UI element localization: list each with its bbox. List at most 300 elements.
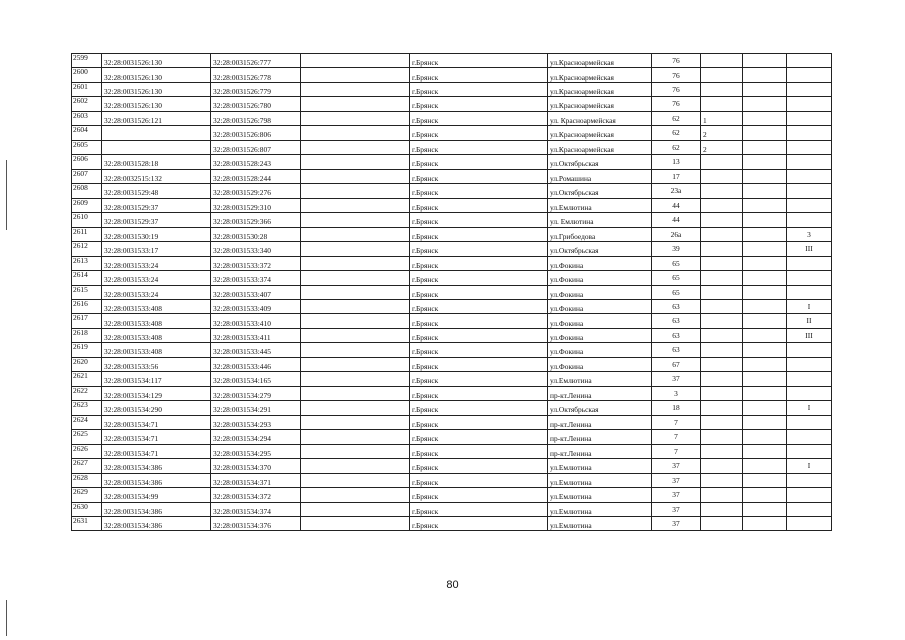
table-row [72, 430, 832, 444]
room-cell [787, 343, 832, 357]
row-number-cell: 2625 [72, 430, 102, 444]
room-cell [787, 256, 832, 270]
room-cell [787, 213, 832, 227]
house-number-cell: 76 [652, 54, 701, 68]
city-cell: г.Брянск [410, 473, 548, 487]
table-row [72, 328, 832, 342]
cadastral-number-cell: 32:28:0031534:295 [211, 444, 301, 458]
house-number-cell: 63 [652, 343, 701, 357]
cadastral-number-cell: 32:28:0031533:407 [211, 285, 301, 299]
cadastral-number-cell: 32:28:0031529:276 [211, 184, 301, 198]
room-cell [787, 517, 832, 531]
apartment-cell: 2 [701, 126, 743, 140]
room-cell [787, 415, 832, 429]
house-number-cell: 76 [652, 82, 701, 96]
room-cell [787, 82, 832, 96]
street-cell: ул.Красноармейская [548, 54, 652, 68]
apartment-cell [701, 155, 743, 169]
city-cell: г.Брянск [410, 198, 548, 212]
room-cell [787, 430, 832, 444]
row-number-cell: 2612 [72, 242, 102, 256]
empty-cell [743, 256, 787, 270]
street-cell: пр-кт.Ленина [548, 430, 652, 444]
parent-cadastral-number-cell: 32:28:0031534:386 [102, 517, 211, 531]
house-number-cell: 63 [652, 299, 701, 313]
row-number-cell: 2630 [72, 502, 102, 516]
empty-cell [301, 213, 410, 227]
house-number-cell: 37 [652, 372, 701, 386]
empty-cell [743, 372, 787, 386]
cadastral-number-cell: 32:28:0031534:372 [211, 488, 301, 502]
cadastral-number-cell: 32:28:0031526:779 [211, 82, 301, 96]
table-row [72, 155, 832, 169]
cadastral-number-cell: 32:28:0031529:310 [211, 198, 301, 212]
apartment-cell [701, 97, 743, 111]
row-number-cell: 2622 [72, 386, 102, 400]
scan-edge-mark [6, 160, 7, 230]
apartment-cell [701, 517, 743, 531]
empty-cell [301, 68, 410, 82]
room-cell [787, 271, 832, 285]
table-row [72, 444, 832, 458]
parent-cadastral-number-cell: 32:28:0031526:130 [102, 97, 211, 111]
empty-cell [743, 299, 787, 313]
house-number-cell: 44 [652, 198, 701, 212]
empty-cell [301, 285, 410, 299]
row-number-cell: 2615 [72, 285, 102, 299]
street-cell: ул.Емлютина [548, 372, 652, 386]
room-cell [787, 488, 832, 502]
apartment-cell [701, 401, 743, 415]
table-row [72, 357, 832, 371]
row-number-cell: 2618 [72, 328, 102, 342]
city-cell: г.Брянск [410, 169, 548, 183]
street-cell: ул.Октябрьская [548, 155, 652, 169]
house-number-cell: 67 [652, 357, 701, 371]
empty-cell [301, 82, 410, 96]
apartment-cell [701, 343, 743, 357]
city-cell: г.Брянск [410, 54, 548, 68]
row-number-cell: 2611 [72, 227, 102, 241]
parent-cadastral-number-cell: 32:28:0031533:56 [102, 357, 211, 371]
room-cell [787, 68, 832, 82]
parent-cadastral-number-cell: 32:28:0031534:71 [102, 444, 211, 458]
parent-cadastral-number-cell: 32:28:0031534:117 [102, 372, 211, 386]
empty-cell [743, 517, 787, 531]
table-row [72, 415, 832, 429]
city-cell: г.Брянск [410, 256, 548, 270]
row-number-cell: 2620 [72, 357, 102, 371]
empty-cell [301, 140, 410, 154]
apartment-cell [701, 213, 743, 227]
street-cell: ул.Красноармейская [548, 68, 652, 82]
street-cell: ул.Фокина [548, 328, 652, 342]
table-row [72, 242, 832, 256]
registry-table [71, 53, 832, 531]
room-cell [787, 140, 832, 154]
house-number-cell: 44 [652, 213, 701, 227]
cadastral-number-cell: 32:28:0031526:780 [211, 97, 301, 111]
row-number-cell: 2623 [72, 401, 102, 415]
room-cell [787, 473, 832, 487]
street-cell: ул.Красноармейская [548, 97, 652, 111]
empty-cell [301, 415, 410, 429]
city-cell: г.Брянск [410, 299, 548, 313]
city-cell: г.Брянск [410, 488, 548, 502]
parent-cadastral-number-cell: 32:28:0031534:290 [102, 401, 211, 415]
scan-edge-mark [6, 600, 7, 636]
street-cell: ул.Емлютина [548, 473, 652, 487]
apartment-cell [701, 256, 743, 270]
table-row [72, 169, 832, 183]
empty-cell [301, 169, 410, 183]
table-row [72, 111, 832, 125]
empty-cell [301, 111, 410, 125]
room-cell [787, 184, 832, 198]
row-number-cell: 2613 [72, 256, 102, 270]
apartment-cell [701, 328, 743, 342]
parent-cadastral-number-cell: 32:28:0031534:99 [102, 488, 211, 502]
house-number-cell: 62 [652, 111, 701, 125]
apartment-cell [701, 488, 743, 502]
empty-cell [301, 343, 410, 357]
empty-cell [301, 314, 410, 328]
parent-cadastral-number-cell: 32:28:0031534:71 [102, 430, 211, 444]
street-cell: ул.Грибоедова [548, 227, 652, 241]
table-row [72, 488, 832, 502]
empty-cell [743, 401, 787, 415]
parent-cadastral-number-cell: 32:28:0031534:71 [102, 415, 211, 429]
cadastral-number-cell: 32:28:0031533:340 [211, 242, 301, 256]
city-cell: г.Брянск [410, 97, 548, 111]
city-cell: г.Брянск [410, 184, 548, 198]
city-cell: г.Брянск [410, 444, 548, 458]
room-cell [787, 97, 832, 111]
empty-cell [743, 473, 787, 487]
row-number-cell: 2603 [72, 111, 102, 125]
empty-cell [301, 473, 410, 487]
cadastral-number-cell: 32:28:0031534:165 [211, 372, 301, 386]
empty-cell [743, 155, 787, 169]
house-number-cell: 13 [652, 155, 701, 169]
city-cell: г.Брянск [410, 386, 548, 400]
empty-cell [743, 227, 787, 241]
apartment-cell [701, 227, 743, 241]
parent-cadastral-number-cell: 32:28:0031529:37 [102, 198, 211, 212]
room-cell [787, 111, 832, 125]
city-cell: г.Брянск [410, 517, 548, 531]
city-cell: г.Брянск [410, 357, 548, 371]
empty-cell [743, 242, 787, 256]
cadastral-number-cell: 32:28:0031528:244 [211, 169, 301, 183]
street-cell: пр-кт.Ленина [548, 415, 652, 429]
house-number-cell: 7 [652, 415, 701, 429]
empty-cell [743, 285, 787, 299]
city-cell: г.Брянск [410, 227, 548, 241]
cadastral-number-cell: 32:28:0031534:374 [211, 502, 301, 516]
apartment-cell: 1 [701, 111, 743, 125]
cadastral-number-cell: 32:28:0031534:376 [211, 517, 301, 531]
table-row [72, 473, 832, 487]
cadastral-number-cell: 32:28:0031526:778 [211, 68, 301, 82]
cadastral-number-cell: 32:28:0031533:409 [211, 299, 301, 313]
table-row [72, 213, 832, 227]
cadastral-number-cell: 32:28:0031534:294 [211, 430, 301, 444]
empty-cell [743, 502, 787, 516]
empty-cell [743, 386, 787, 400]
empty-cell [743, 169, 787, 183]
table-row [72, 502, 832, 516]
parent-cadastral-number-cell: 32:28:0031533:24 [102, 285, 211, 299]
street-cell: ул. Красноармейская [548, 111, 652, 125]
room-cell [787, 155, 832, 169]
parent-cadastral-number-cell: 32:28:0031533:24 [102, 271, 211, 285]
table-row [72, 401, 832, 415]
house-number-cell: 7 [652, 444, 701, 458]
parent-cadastral-number-cell: 32:28:0031526:130 [102, 54, 211, 68]
cadastral-number-cell: 32:28:0031534:293 [211, 415, 301, 429]
house-number-cell: 26а [652, 227, 701, 241]
apartment-cell [701, 242, 743, 256]
street-cell: ул.Фокина [548, 285, 652, 299]
empty-cell [301, 502, 410, 516]
row-number-cell: 2617 [72, 314, 102, 328]
street-cell: ул.Красноармейская [548, 126, 652, 140]
registry-table-body [72, 54, 832, 531]
empty-cell [743, 213, 787, 227]
room-cell: I [787, 299, 832, 313]
apartment-cell [701, 169, 743, 183]
house-number-cell: 76 [652, 68, 701, 82]
empty-cell [301, 372, 410, 386]
room-cell [787, 444, 832, 458]
empty-cell [301, 198, 410, 212]
row-number-cell: 2608 [72, 184, 102, 198]
table-row [72, 517, 832, 531]
row-number-cell: 2602 [72, 97, 102, 111]
street-cell: ул.Фокина [548, 271, 652, 285]
room-cell: II [787, 314, 832, 328]
house-number-cell: 39 [652, 242, 701, 256]
parent-cadastral-number-cell: 32:28:0031530:19 [102, 227, 211, 241]
table-row [72, 54, 832, 68]
apartment-cell [701, 372, 743, 386]
city-cell: г.Брянск [410, 285, 548, 299]
cadastral-number-cell: 32:28:0031528:243 [211, 155, 301, 169]
table-row [72, 459, 832, 473]
parent-cadastral-number-cell: 32:28:0031533:24 [102, 256, 211, 270]
room-cell [787, 285, 832, 299]
table-row [72, 198, 832, 212]
cadastral-number-cell: 32:28:0031530:28 [211, 227, 301, 241]
row-number-cell: 2614 [72, 271, 102, 285]
parent-cadastral-number-cell [102, 140, 211, 154]
cadastral-number-cell: 32:28:0031529:366 [211, 213, 301, 227]
empty-cell [301, 155, 410, 169]
cadastral-number-cell: 32:28:0031526:777 [211, 54, 301, 68]
empty-cell [743, 97, 787, 111]
apartment-cell [701, 271, 743, 285]
parent-cadastral-number-cell: 32:28:0031533:17 [102, 242, 211, 256]
street-cell: ул.Фокина [548, 299, 652, 313]
empty-cell [301, 242, 410, 256]
cadastral-number-cell: 32:28:0031533:410 [211, 314, 301, 328]
street-cell: ул.Емлютина [548, 517, 652, 531]
apartment-cell [701, 54, 743, 68]
empty-cell [301, 444, 410, 458]
empty-cell [743, 357, 787, 371]
city-cell: г.Брянск [410, 213, 548, 227]
empty-cell [301, 488, 410, 502]
table-row [72, 256, 832, 270]
house-number-cell: 3 [652, 386, 701, 400]
empty-cell [301, 401, 410, 415]
empty-cell [743, 328, 787, 342]
cadastral-number-cell: 32:28:0031534:291 [211, 401, 301, 415]
empty-cell [301, 517, 410, 531]
apartment-cell [701, 184, 743, 198]
row-number-cell: 2600 [72, 68, 102, 82]
street-cell: ул.Октябрьская [548, 184, 652, 198]
city-cell: г.Брянск [410, 372, 548, 386]
parent-cadastral-number-cell: 32:28:0031526:130 [102, 68, 211, 82]
house-number-cell: 76 [652, 97, 701, 111]
apartment-cell [701, 198, 743, 212]
parent-cadastral-number-cell: 32:28:0031533:408 [102, 328, 211, 342]
empty-cell [743, 271, 787, 285]
table-row [72, 140, 832, 154]
parent-cadastral-number-cell: 32:28:0031534:129 [102, 386, 211, 400]
row-number-cell: 2626 [72, 444, 102, 458]
cadastral-number-cell: 32:28:0031534:279 [211, 386, 301, 400]
cadastral-number-cell: 32:28:0031534:371 [211, 473, 301, 487]
room-cell [787, 386, 832, 400]
room-cell: I [787, 401, 832, 415]
empty-cell [301, 97, 410, 111]
city-cell: г.Брянск [410, 68, 548, 82]
row-number-cell: 2627 [72, 459, 102, 473]
city-cell: г.Брянск [410, 328, 548, 342]
cadastral-number-cell: 32:28:0031526:798 [211, 111, 301, 125]
cadastral-number-cell: 32:28:0031533:374 [211, 271, 301, 285]
row-number-cell: 2629 [72, 488, 102, 502]
cadastral-number-cell: 32:28:0031533:445 [211, 343, 301, 357]
street-cell: ул.Октябрьская [548, 242, 652, 256]
city-cell: г.Брянск [410, 111, 548, 125]
empty-cell [301, 386, 410, 400]
row-number-cell: 2606 [72, 155, 102, 169]
page-number: 80 [446, 579, 459, 591]
empty-cell [301, 430, 410, 444]
street-cell: ул.Красноармейская [548, 140, 652, 154]
room-cell [787, 372, 832, 386]
empty-cell [301, 299, 410, 313]
empty-cell [301, 357, 410, 371]
empty-cell [743, 198, 787, 212]
house-number-cell: 37 [652, 473, 701, 487]
house-number-cell: 23а [652, 184, 701, 198]
city-cell: г.Брянск [410, 415, 548, 429]
room-cell [787, 198, 832, 212]
house-number-cell: 62 [652, 126, 701, 140]
parent-cadastral-number-cell: 32:28:0031529:48 [102, 184, 211, 198]
cadastral-number-cell: 32:28:0031526:806 [211, 126, 301, 140]
house-number-cell: 65 [652, 285, 701, 299]
city-cell: г.Брянск [410, 242, 548, 256]
street-cell: ул.Фокина [548, 256, 652, 270]
cadastral-number-cell: 32:28:0031533:372 [211, 256, 301, 270]
city-cell: г.Брянск [410, 126, 548, 140]
street-cell: ул.Октябрьская [548, 401, 652, 415]
table-row [72, 299, 832, 313]
room-cell [787, 502, 832, 516]
parent-cadastral-number-cell: 32:28:0032515:132 [102, 169, 211, 183]
city-cell: г.Брянск [410, 155, 548, 169]
empty-cell [743, 184, 787, 198]
city-cell: г.Брянск [410, 343, 548, 357]
empty-cell [301, 227, 410, 241]
house-number-cell: 65 [652, 271, 701, 285]
table-row [72, 82, 832, 96]
apartment-cell [701, 68, 743, 82]
room-cell: 3 [787, 227, 832, 241]
parent-cadastral-number-cell: 32:28:0031533:408 [102, 299, 211, 313]
empty-cell [743, 126, 787, 140]
city-cell: г.Брянск [410, 502, 548, 516]
street-cell: ул.Емлютина [548, 198, 652, 212]
row-number-cell: 2616 [72, 299, 102, 313]
empty-cell [301, 54, 410, 68]
empty-cell [743, 314, 787, 328]
city-cell: г.Брянск [410, 271, 548, 285]
empty-cell [743, 430, 787, 444]
row-number-cell: 2624 [72, 415, 102, 429]
house-number-cell: 62 [652, 140, 701, 154]
city-cell: г.Брянск [410, 314, 548, 328]
street-cell: пр-кт.Ленина [548, 386, 652, 400]
apartment-cell [701, 473, 743, 487]
empty-cell [301, 328, 410, 342]
empty-cell [743, 444, 787, 458]
apartment-cell [701, 285, 743, 299]
row-number-cell: 2628 [72, 473, 102, 487]
cadastral-number-cell: 32:28:0031533:411 [211, 328, 301, 342]
street-cell: ул.Емлютина [548, 502, 652, 516]
house-number-cell: 37 [652, 488, 701, 502]
apartment-cell: 2 [701, 140, 743, 154]
cadastral-number-cell: 32:28:0031534:370 [211, 459, 301, 473]
table-row [72, 227, 832, 241]
parent-cadastral-number-cell: 32:28:0031534:386 [102, 502, 211, 516]
room-cell [787, 357, 832, 371]
empty-cell [743, 343, 787, 357]
street-cell: ул.Емлютина [548, 488, 652, 502]
city-cell: г.Брянск [410, 459, 548, 473]
empty-cell [743, 459, 787, 473]
table-row [72, 271, 832, 285]
row-number-cell: 2631 [72, 517, 102, 531]
street-cell: ул.Емлютина [548, 459, 652, 473]
street-cell: ул.Фокина [548, 314, 652, 328]
empty-cell [301, 459, 410, 473]
street-cell: ул.Фокина [548, 343, 652, 357]
city-cell: г.Брянск [410, 430, 548, 444]
row-number-cell: 2610 [72, 213, 102, 227]
house-number-cell: 63 [652, 314, 701, 328]
empty-cell [743, 54, 787, 68]
parent-cadastral-number-cell: 32:28:0031533:408 [102, 314, 211, 328]
table-row [72, 184, 832, 198]
